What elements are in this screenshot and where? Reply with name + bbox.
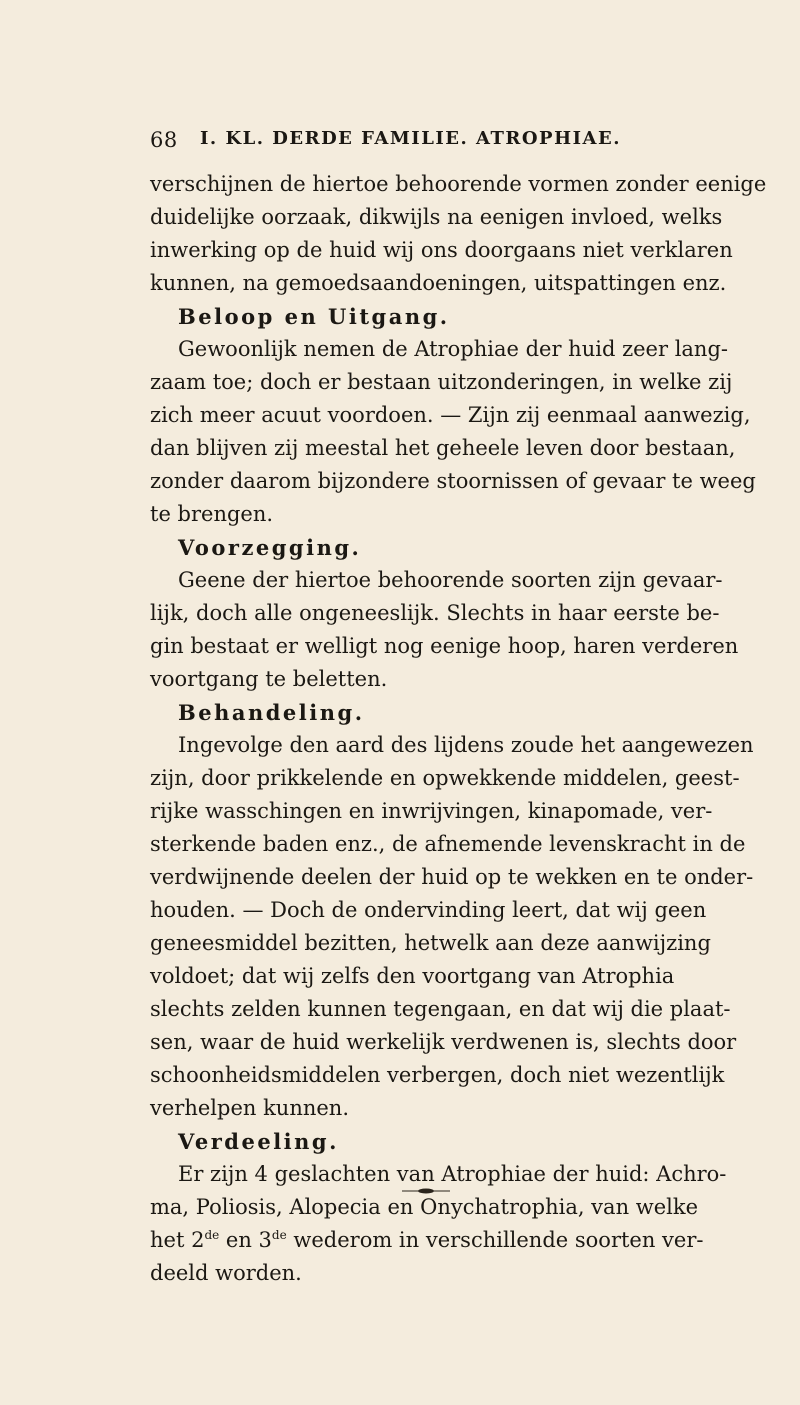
text-line: rijke wasschingen en inwrijvingen, kinapomade, ver- (150, 799, 713, 823)
text-line: inwerking op de huid wij ons doorgaans niet verklaren (150, 238, 733, 262)
text-fragment: wederom in verschillende soorten ver- (286, 1228, 704, 1252)
text-line: houden. — Doch de ondervinding leert, dat wij geen (150, 898, 707, 922)
text-line: sterkende baden enz., de afnemende levenskracht in de (150, 832, 746, 856)
section-heading: Beloop en Uitgang. (178, 304, 450, 329)
text-line: schoonheidsmiddelen verbergen, doch niet wezentlijk (150, 1063, 725, 1087)
text-line: ma, Poliosis, Alopecia en Onychatrophia, van welke (150, 1195, 699, 1219)
running-title: I. KL. DERDE FAMILIE. ATROPHIAE. (200, 128, 621, 149)
text-line: dan blijven zij meestal het geheele leven door bestaan, (150, 436, 736, 460)
text-line: duidelijke oorzaak, dikwijls na eenigen invloed, welks (150, 205, 723, 229)
end-ornament (400, 1187, 452, 1195)
superscript: de (204, 1228, 220, 1242)
section-heading: Voorzegging. (178, 535, 362, 560)
text-line: zich meer acuut voordoen. — Zijn zij eenmaal aanwezig, (150, 403, 751, 427)
text-fragment: en 3 (219, 1228, 272, 1252)
text-line: te brengen. (150, 502, 274, 526)
text-line: deeld worden. (150, 1261, 302, 1285)
text-line: voldoet; dat wij zelfs den voortgang van Atrophia (150, 964, 675, 988)
section-heading: Verdeeling. (178, 1129, 339, 1154)
text-line: geneesmiddel bezitten, hetwelk aan deze aanwijzing (150, 931, 711, 955)
page-body (150, 168, 767, 1290)
text-line: Ingevolge den aard des lijdens zoude het aangewezen (178, 733, 754, 757)
text-line: Gewoonlijk nemen de Atrophiae der huid zeer lang- (178, 337, 728, 361)
page-number: 68 (150, 128, 178, 152)
text-line: Geene der hiertoe behoorende soorten zijn gevaar- (178, 568, 723, 592)
text-line: voortgang te beletten. (150, 667, 388, 691)
text-fragment: het 2 (150, 1228, 205, 1252)
text-line: Er zijn 4 geslachten van Atrophiae der huid: Achro- (178, 1162, 727, 1186)
text-line: zijn, door prikkelende en opwekkende middelen, geest- (150, 766, 740, 790)
text-line: kunnen, na gemoedsaandoeningen, uitspattingen enz. (150, 271, 727, 295)
text-line: gin bestaat er welligt nog eenige hoop, haren verderen (150, 634, 739, 658)
text-line: slechts zelden kunnen tegengaan, en dat wij die plaat- (150, 997, 731, 1021)
text-line: verhelpen kunnen. (150, 1096, 349, 1120)
text-line: lijk, doch alle ongeneeslijk. Slechts in haar eerste be- (150, 601, 720, 625)
text-line: zaam toe; doch er bestaan uitzonderingen, in welke zij (150, 370, 733, 394)
text-line: sen, waar de huid werkelijk verdwenen is, slechts door (150, 1030, 737, 1054)
text-line: zonder daarom bijzondere stoornissen of gevaar te weeg (150, 469, 756, 493)
superscript: de (271, 1228, 287, 1242)
text-line: verdwijnende deelen der huid op te wekken en te onder- (150, 865, 754, 889)
text-line (150, 1224, 704, 1257)
running-header (150, 128, 670, 158)
text-line: verschijnen de hiertoe behoorende vormen zonder eenige (150, 172, 767, 196)
section-heading: Behandeling. (178, 700, 365, 725)
